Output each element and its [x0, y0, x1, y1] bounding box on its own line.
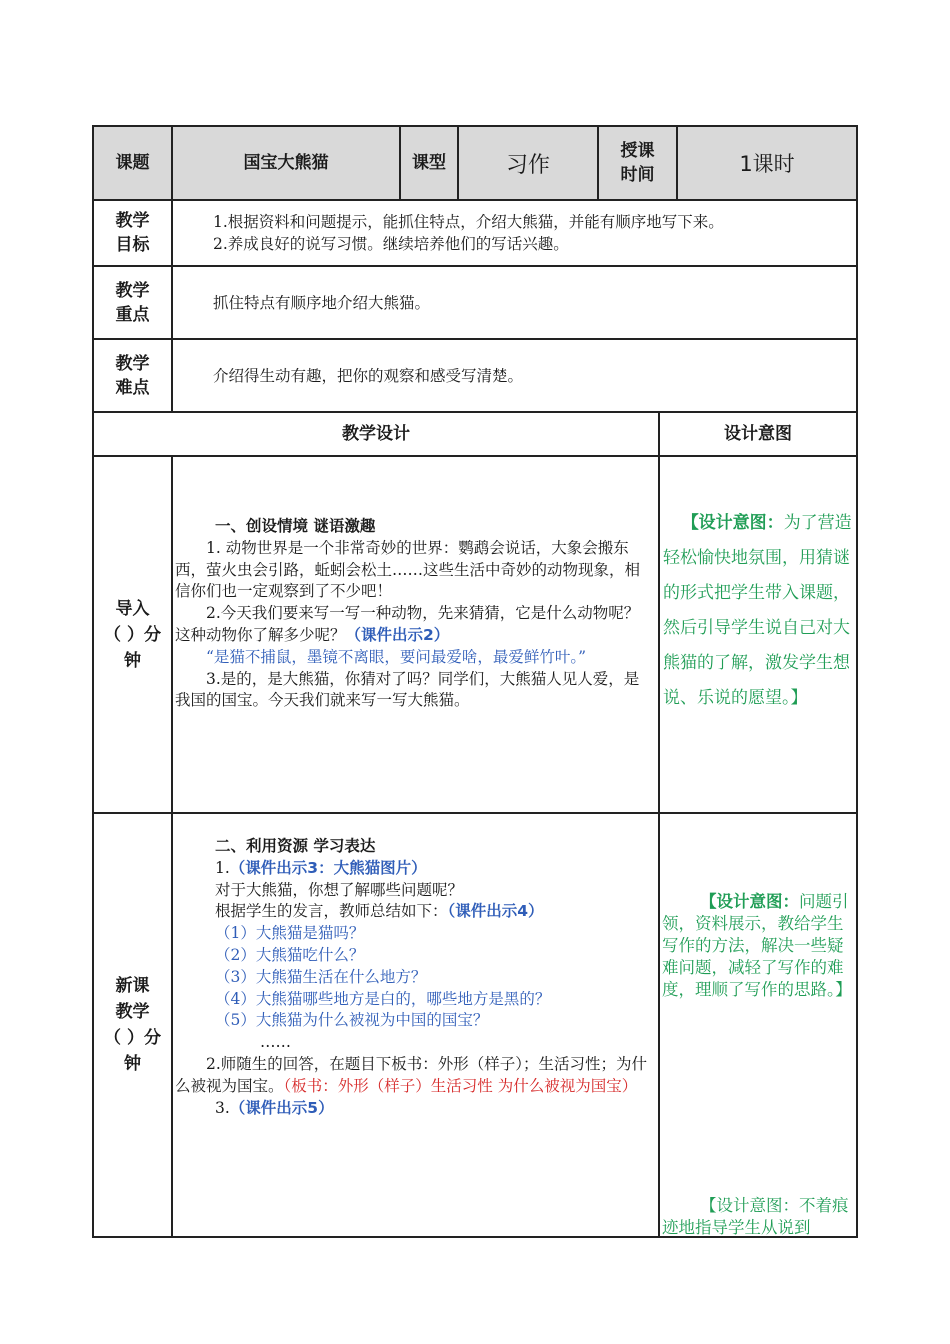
class-time-value	[678, 127, 856, 199]
summary-text: 根据学生的发言，教师总结如下：	[215, 902, 448, 921]
difficulty-label-line1: 教学	[115, 353, 150, 374]
difficulty-label	[94, 340, 171, 411]
table-rule	[92, 338, 858, 340]
intent-text: 为了营造轻松愉快地氛围，用猜谜的形式把学生带入课题，然后引导学生说自己对大熊猫的了解，激发学生想说、乐说的愿望。】	[663, 513, 852, 708]
key-point-content	[173, 293, 856, 315]
design-header-right	[660, 413, 856, 455]
new-lesson-label-line2: 教学	[115, 1002, 150, 1022]
lesson-type-label	[401, 127, 457, 199]
table-rule	[92, 812, 858, 814]
summary-tag: （课件出示4）	[447, 902, 544, 921]
difficulty-content	[173, 366, 856, 388]
summary-line	[175, 901, 653, 923]
lesson-type-value	[459, 127, 597, 199]
item-1-num: 1.	[215, 858, 230, 877]
table-rule	[92, 199, 858, 201]
question-item: （3）大熊猫生活在什么地方？	[215, 967, 427, 986]
item-3-tag: （课件出示5）	[229, 1098, 334, 1117]
intro-paragraph-1: 1. 动物世界是一个非常奇妙的世界：鹦鹉会说话，大象会搬东西，萤火虫会引路，蚯蚓会松土……这些生活中奇妙的动物现象，相信你们也一定观察到了不少吧！	[175, 538, 641, 601]
item-1-tag: （课件出示3：大熊猫图片）	[229, 858, 427, 877]
question-item: （1）大熊猫是猫吗？	[215, 924, 365, 943]
new-lesson-label-line3: （ ）分	[104, 1028, 161, 1048]
new-lesson-label	[94, 814, 171, 1236]
goal-line-2: 2.养成良好的说写习惯。继续培养他们的写话兴趣。	[213, 234, 569, 253]
key-point-label	[94, 267, 171, 338]
class-time-label-line2: 时间	[620, 165, 655, 185]
intro-label-line1: 导入	[115, 598, 150, 619]
class-time-value-text: 1课时	[739, 152, 795, 176]
question-intro: 对于大熊猫，你想了解哪些问题呢？	[215, 880, 464, 899]
new-lesson-label-line1: 新课	[115, 976, 150, 996]
table-rule	[92, 265, 858, 267]
intent-text: 问题引领，资料展示，教给学生写作的方法，解决一些疑难问题，减轻了写作的难度，理顺了写作的思路。】	[662, 892, 852, 999]
key-point-label-line1: 教学	[115, 280, 150, 301]
new-lesson-intent-1	[660, 891, 856, 1001]
topic-label	[94, 127, 171, 199]
key-point-text: 抓住特点有顺序地介绍大熊猫。	[213, 294, 431, 312]
topic-label-text: 课题	[115, 153, 150, 173]
item-1	[175, 858, 653, 880]
intro-intent	[660, 506, 856, 716]
intent-text: 【设计意图：不着痕迹地指导学生从说到	[662, 1196, 849, 1237]
goals-label	[94, 201, 171, 265]
ellipsis: ……	[260, 1033, 291, 1052]
new-lesson-content	[173, 836, 658, 1119]
intro-content	[173, 516, 658, 712]
new-lesson-label-line4: 钟	[124, 1054, 141, 1074]
goal-line-1: 1.根据资料和问题提示，能抓住特点，介绍大熊猫，并能有顺序地写下来。	[213, 213, 724, 231]
design-header-left	[94, 413, 658, 455]
difficulty-label-line2: 难点	[115, 377, 150, 398]
lesson-type-label-text: 课型	[412, 153, 446, 173]
riddle-text: “是猫不捕鼠，墨镜不离眼，要问最爱啥，最爱鲜竹叶。”	[206, 647, 587, 666]
design-header-right-text: 设计意图	[724, 424, 792, 444]
intro-paragraph-2	[175, 603, 653, 647]
goals-label-line2: 目标	[115, 235, 150, 255]
question-item: （2）大熊猫吃什么？	[215, 945, 365, 964]
table-rule	[92, 455, 858, 457]
question-item: （5）大熊猫为什么被视为中国的国宝？	[215, 1011, 489, 1030]
item-3	[175, 1098, 653, 1120]
class-time-label-line1: 授课	[620, 141, 655, 161]
intent-tag: 【设计意图：	[681, 513, 784, 533]
board-text: （板书：外形（样子）生活习性 为什么被视为国宝）	[283, 1076, 638, 1095]
design-header-left-text: 教学设计	[342, 424, 410, 444]
key-point-label-line2: 重点	[115, 304, 150, 325]
item-2	[175, 1054, 653, 1098]
topic-value	[173, 127, 399, 199]
goals-content	[173, 212, 856, 256]
intro-paragraph-3: 3.是的，是大熊猫，你猜对了吗？同学们，大熊猫人见人爱，是我国的国宝。今天我们就来写一写大熊猫。	[175, 669, 640, 710]
goals-label-line1: 教学	[115, 211, 150, 231]
topic-value-text: 国宝大熊猫	[243, 153, 329, 173]
difficulty-text: 介绍得生动有趣，把你的观察和感受写清楚。	[213, 367, 524, 385]
new-lesson-title: 二、利用资源 学习表达	[215, 837, 376, 855]
question-item: （4）大熊猫哪些地方是白的，哪些地方是黑的？	[215, 989, 551, 1008]
intro-title: 一、创设情境 谜语激趣	[215, 517, 376, 535]
item-3-num: 3.	[215, 1098, 230, 1117]
intro-label-line3: 钟	[124, 650, 141, 671]
new-lesson-intent-2	[660, 1195, 856, 1239]
intent-tag: 【设计意图：	[699, 892, 799, 911]
item-2-text: 2.师随生的回答，在题目下板书：外形（样子）；生活习性；为什么被视为国宝。	[175, 1054, 648, 1095]
class-time-label	[599, 127, 676, 199]
intro-label	[94, 457, 171, 812]
lesson-type-value-text: 习作	[505, 152, 550, 178]
table-border-right	[856, 125, 858, 1238]
intro-label-line2: （ ）分	[104, 624, 161, 645]
intro-paragraph-2-text: 2.今天我们要来写一写一种动物，先来猜猜，它是什么动物呢？这种动物你了解多少呢？	[175, 604, 640, 644]
courseware-tag: （课件出示2）	[345, 625, 450, 644]
